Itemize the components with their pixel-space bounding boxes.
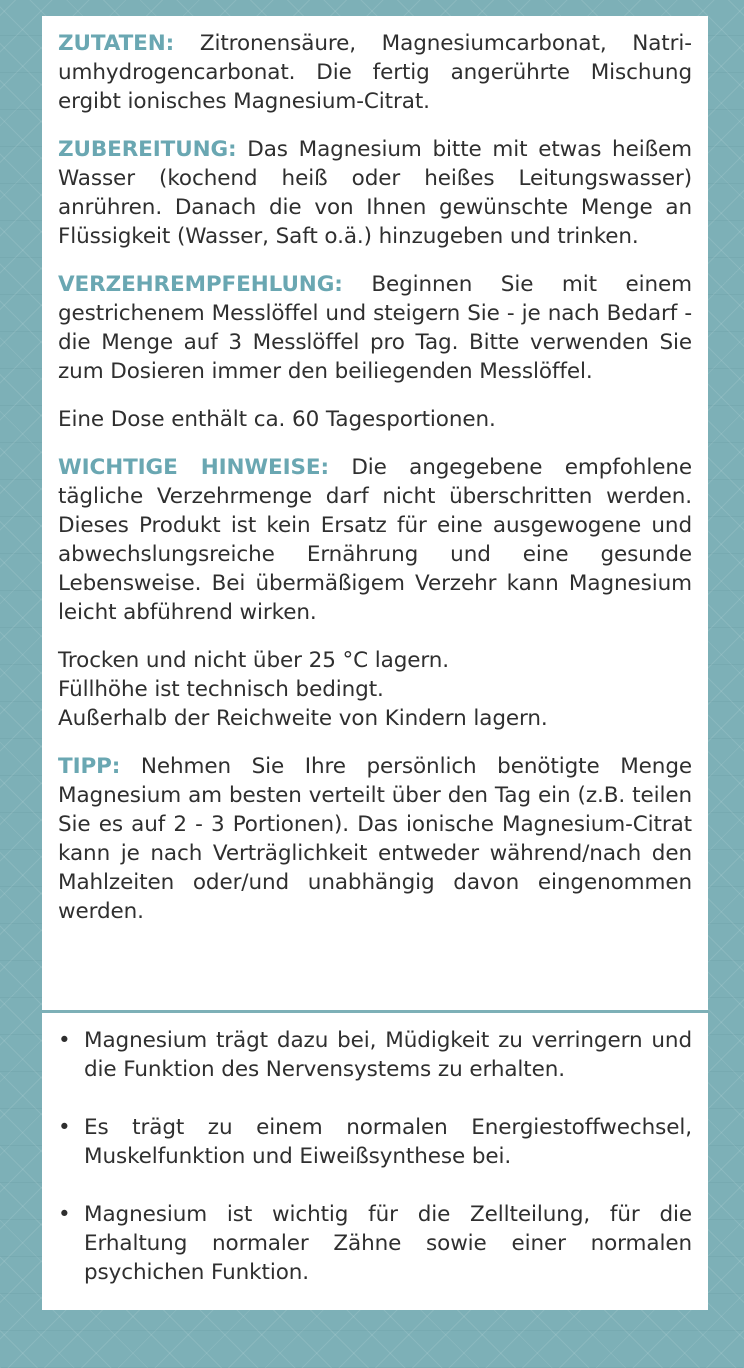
label-panel xyxy=(42,16,708,1310)
bullet-icon: • xyxy=(58,1028,71,1053)
ingredients-text: Zitronensäure, Magnesiumcarbonat, Natriumhydrogencarbonat. Die fertig angerührte Mischung ergibt ionisches Magnesium-Citrat. xyxy=(58,31,692,114)
health-claims-list xyxy=(42,1026,708,1316)
section-divider xyxy=(42,1010,708,1013)
ingredients-section xyxy=(58,29,692,116)
claim-text: Magnesium ist wichtig für die Zellteilung, für die Erhaltung normaler Zähne sowie einer normalen psychichen Funktion. xyxy=(84,1202,692,1285)
ingredients-label: ZUTATEN: xyxy=(58,31,175,56)
storage-section xyxy=(58,646,692,733)
storage-line: Außerhalb der Reichweite von Kindern lagern. xyxy=(58,706,548,731)
claim-text: Magnesium trägt dazu bei, Müdigkeit zu verringern und die Funktion des Nervensystems zu erhalten. xyxy=(84,1028,692,1082)
preparation-label: ZUBEREITUNG: xyxy=(58,137,237,162)
warnings-section xyxy=(58,453,692,627)
list-item xyxy=(58,1200,692,1287)
bullet-icon: • xyxy=(58,1115,71,1140)
tip-section xyxy=(58,752,692,926)
list-item xyxy=(58,1113,692,1171)
product-info-text xyxy=(42,16,708,926)
recommendation-text: Beginnen Sie mit einem gestrichenem Messlöffel und steigern Sie - je nach Bedarf - die Menge auf 3 Messlöffel pro Tag. Bitte verwenden Sie zum Dosieren immer den beiliegenden Messlöffel. xyxy=(58,272,692,384)
preparation-section xyxy=(58,135,692,251)
claim-text: Es trägt zu einem normalen Energiestoffwechsel, Muskelfunktion und Eiweißsynthese bei. xyxy=(84,1115,692,1169)
list-item xyxy=(58,1026,692,1084)
recommendation-label: VERZEHREMPFEHLUNG: xyxy=(58,272,343,297)
recommendation-section xyxy=(58,270,692,386)
warnings-label: WICHTIGE HINWEISE: xyxy=(58,455,329,480)
bullet-icon: • xyxy=(58,1202,71,1227)
tip-label: TIPP: xyxy=(58,754,121,779)
storage-line: Trocken und nicht über 25 °C lagern. xyxy=(58,648,450,673)
warnings-text: Die angegebene empfohlene tägliche Verzehrmenge darf nicht überschritten werden. Dieses Produkt ist kein Ersatz für eine ausgewogene und abwechslungsreiche Ernährung und eine gesunde Lebensweise. Bei übermäßigem Verzehr kann Magnesium leicht abführend wirken. xyxy=(58,455,692,625)
storage-line: Füllhöhe ist technisch bedingt. xyxy=(58,677,384,702)
tip-text: Nehmen Sie Ihre persönlich benötigte Menge Magnesium am besten verteilt über den Tag ein (z.B. teilen Sie es auf 2 - 3 Portionen). Das ionische Magnesium-Citrat kann je nach Verträglichkeit entweder während/nach den Mahlzeiten oder/und unabhängig davon eingenommen werden. xyxy=(58,754,692,924)
preparation-text: Das Magnesium bitte mit etwas heißem Wasser (kochend heiß oder heißes Leitungswasser) anrühren. Danach die von Ihnen gewünschte Menge an Flüssigkeit (Wasser, Saft o.ä.) hinzugeben und trinken. xyxy=(58,137,692,249)
portions-text: Eine Dose enthält ca. 60 Tagesportionen. xyxy=(58,407,496,432)
